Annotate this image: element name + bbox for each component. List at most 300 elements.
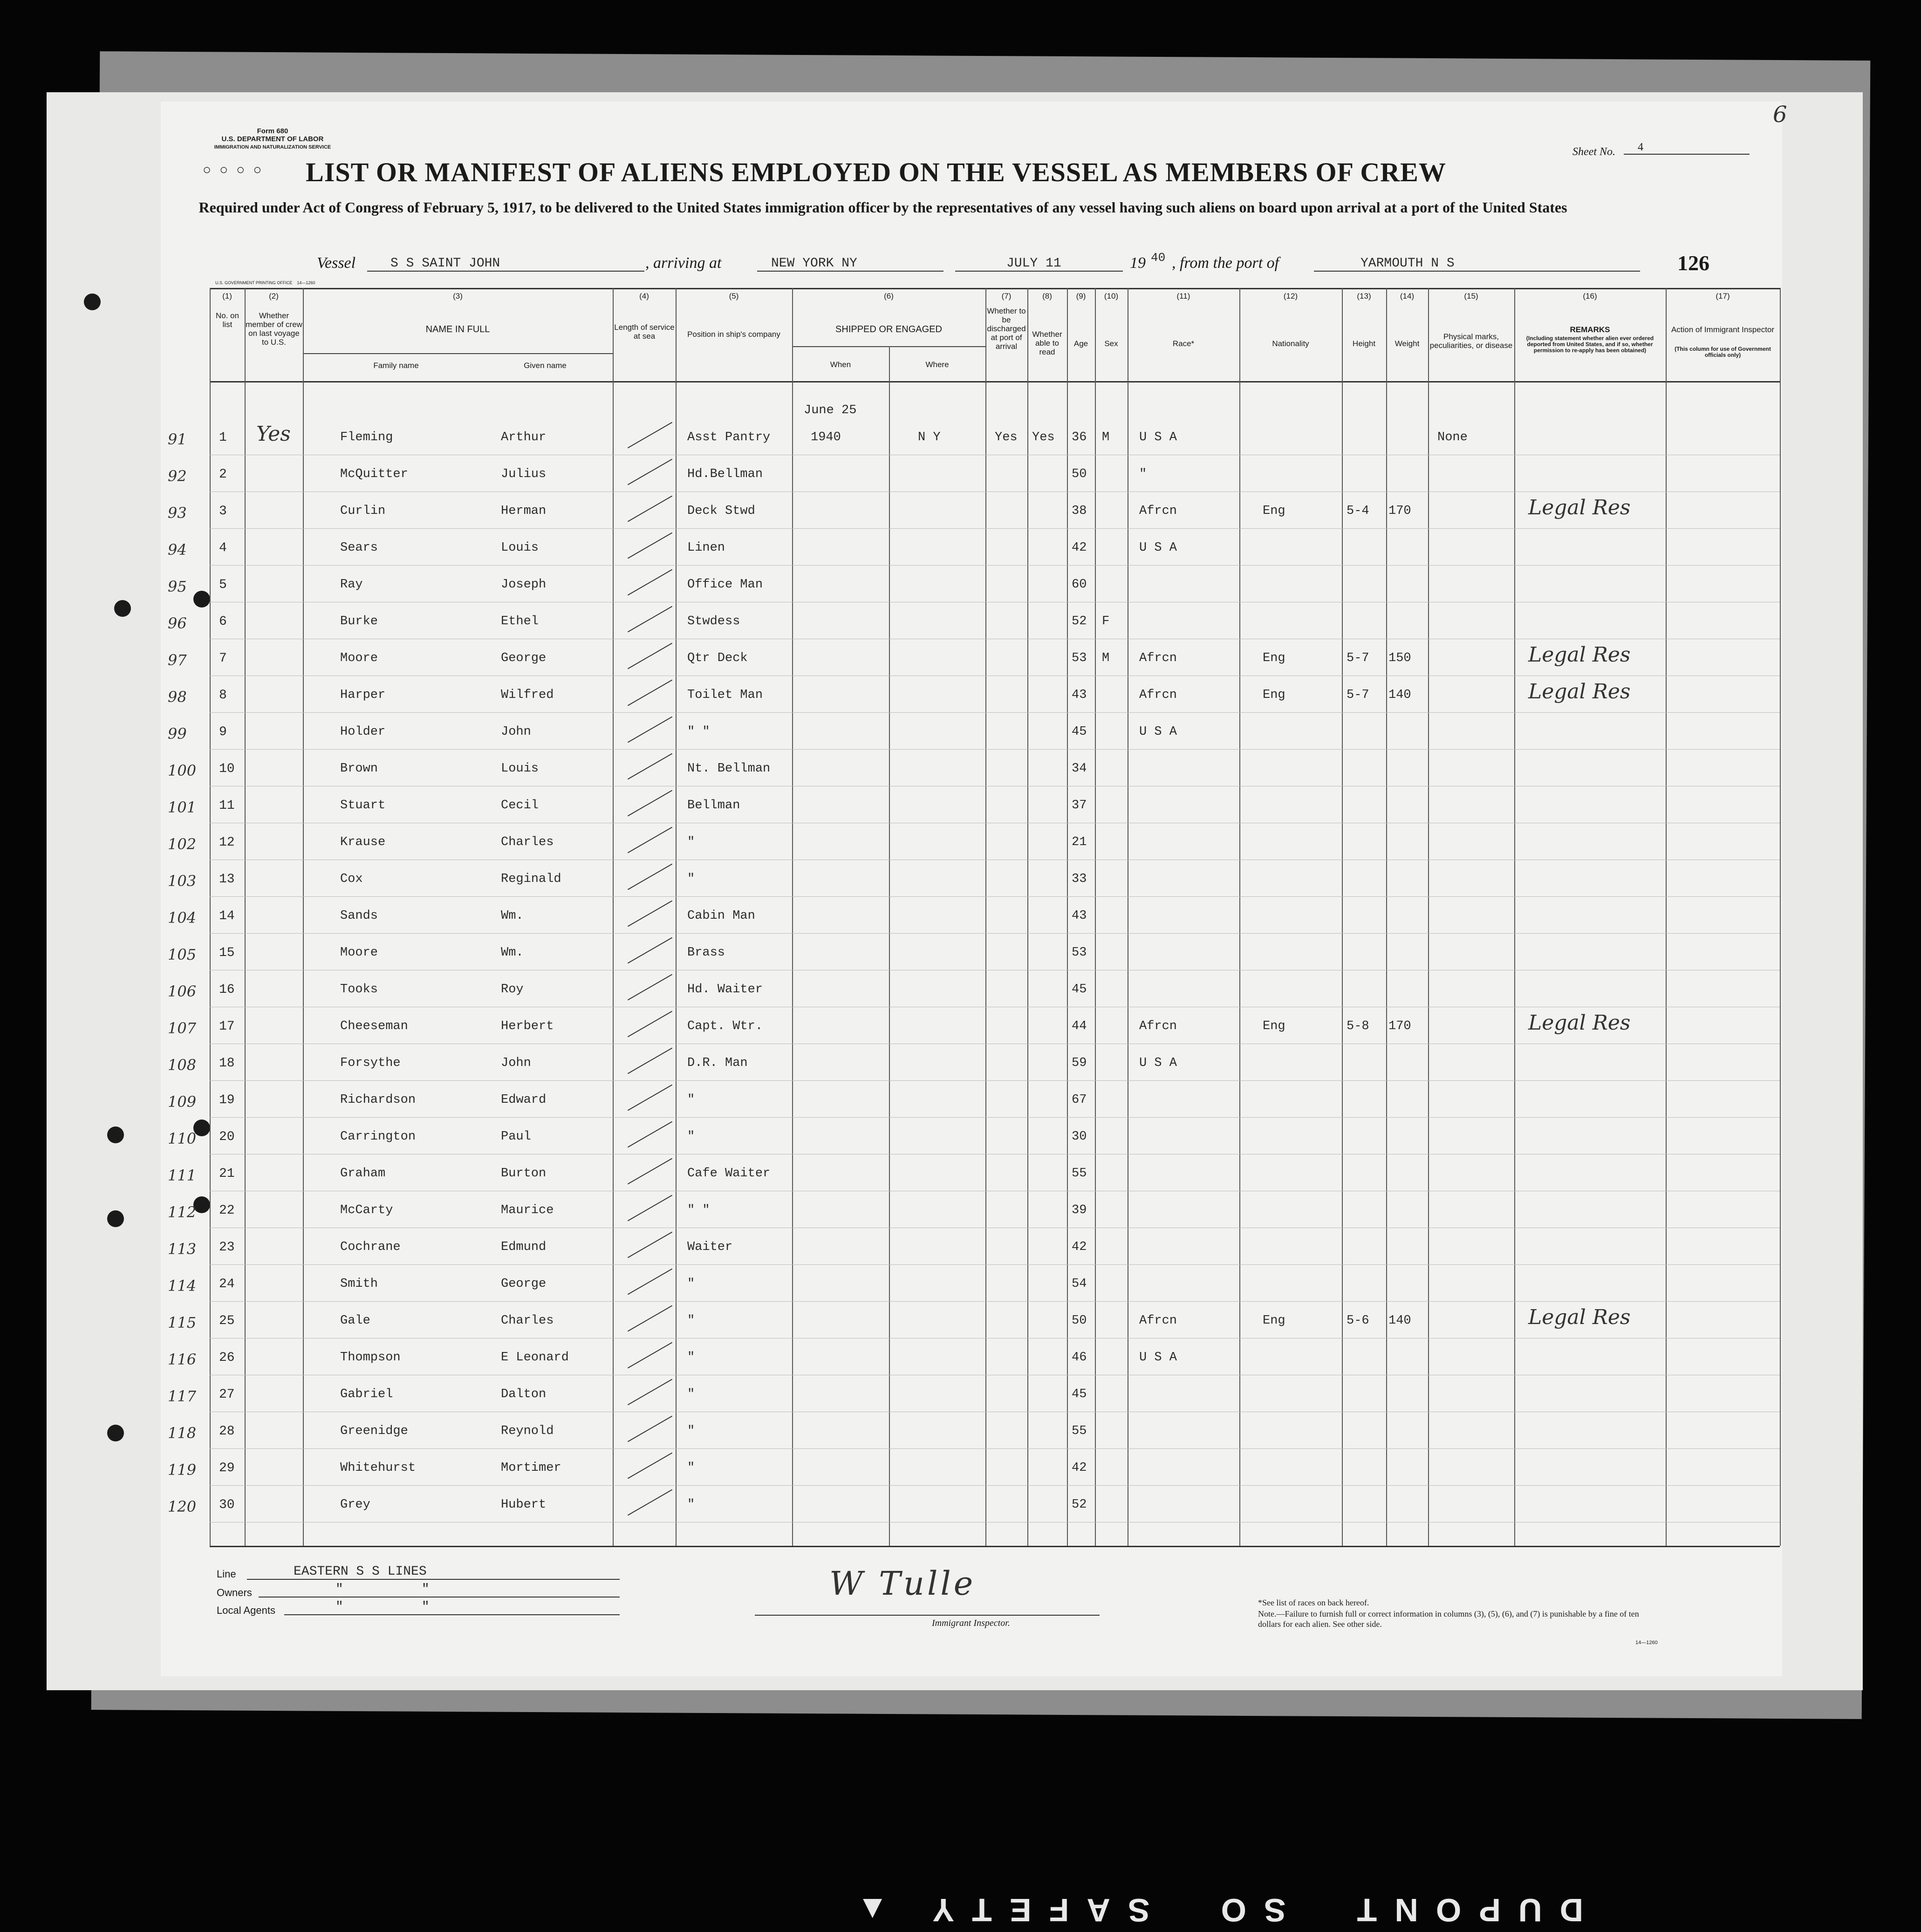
position: D.R. Man — [687, 1056, 748, 1070]
vessel-name: S S SAINT JOHN — [367, 256, 644, 272]
row-number: 26 — [219, 1351, 235, 1365]
given-name: Cecil — [501, 799, 539, 812]
table-row — [47, 455, 1863, 492]
row-number: 21 — [219, 1167, 235, 1181]
row-number: 6 — [219, 614, 227, 629]
given-name: Wm. — [501, 909, 524, 923]
age: 50 — [1072, 467, 1087, 481]
service-tick-mark — [628, 1342, 672, 1369]
given-name: Mortimer — [501, 1461, 561, 1475]
col-num: (14) — [1400, 292, 1415, 300]
row-handwritten-number: 103 — [168, 872, 197, 890]
row-handwritten-number: 96 — [168, 614, 187, 632]
given-name: Ethel — [501, 614, 539, 628]
row-handwritten-number: 120 — [168, 1498, 197, 1516]
col-num: (1) — [222, 292, 232, 300]
service-tick-mark — [628, 680, 672, 706]
line-label: Line — [217, 1568, 236, 1580]
age: 46 — [1072, 1351, 1087, 1365]
age: 42 — [1072, 1240, 1087, 1254]
col-head-remarks-note: (Including statement whether alien ever ordered deported from United States, and if so, whether permission to re-apply has been obtained) — [1526, 335, 1654, 354]
given-name: E Leonard — [501, 1351, 569, 1365]
row-handwritten-number: 115 — [168, 1314, 197, 1331]
row-handwritten-number: 109 — [168, 1093, 197, 1111]
col-num: (9) — [1076, 292, 1086, 300]
table-row — [47, 1007, 1863, 1044]
table-row — [47, 1118, 1863, 1154]
row-number: 10 — [219, 762, 235, 776]
given-name: John — [501, 725, 531, 739]
family-name: Gabriel — [340, 1387, 393, 1401]
family-name: Stuart — [340, 799, 386, 812]
service-tick-mark — [628, 1232, 672, 1258]
form-subtitle: Required under Act of Congress of February 5, 1917, to be delivered to the United States immigration officer by the representatives of any vessel having such aliens on board upon arrival at a port of the United States — [198, 199, 1567, 216]
row-handwritten-number: 92 — [168, 467, 187, 485]
remarks: Legal Res — [1528, 1011, 1631, 1035]
row-number: 12 — [219, 835, 235, 850]
punch-hole — [84, 294, 101, 310]
family-name: Grey — [340, 1498, 370, 1512]
col-num: (16) — [1583, 292, 1597, 300]
race: " — [1139, 467, 1147, 481]
table-row — [47, 1081, 1863, 1118]
vessel-label: Vessel — [317, 254, 356, 272]
family-name: Brown — [340, 762, 378, 776]
service-tick-mark — [628, 1158, 672, 1185]
service-tick-mark — [628, 422, 672, 449]
race: Afrcn — [1139, 688, 1177, 702]
table-row — [47, 1486, 1863, 1522]
printing-office: U.S. GOVERNMENT PRINTING OFFICE 14—1260 — [215, 280, 315, 285]
age: 60 — [1072, 578, 1087, 592]
col-num: (2) — [269, 292, 279, 300]
age: 42 — [1072, 541, 1087, 555]
shipped-where: N Y — [918, 430, 941, 444]
agents-label: Local Agents — [217, 1604, 275, 1616]
family-name: McQuitter — [340, 467, 408, 481]
table-row — [47, 676, 1863, 713]
table-row — [47, 1228, 1863, 1265]
family-name: Greenidge — [340, 1424, 408, 1438]
family-name: Cheeseman — [340, 1019, 408, 1033]
family-name: Curlin — [340, 504, 386, 518]
height: 5-7 — [1347, 688, 1369, 702]
col-num: (7) — [1001, 292, 1012, 300]
service-tick-mark — [628, 1011, 672, 1038]
film-edge-text: DUPONT SO SAFETY ▲ — [839, 1892, 1584, 1928]
row-number: 30 — [219, 1498, 235, 1512]
inspector-label: Immigrant Inspector. — [932, 1618, 1010, 1628]
row-number: 23 — [219, 1240, 235, 1255]
given-name: Arthur — [501, 430, 547, 444]
service-tick-mark — [628, 1489, 672, 1516]
service-tick-mark — [628, 459, 672, 485]
row-number: 19 — [219, 1093, 235, 1107]
row-handwritten-number: 118 — [168, 1424, 197, 1442]
position: Bellman — [687, 799, 740, 812]
form-number: Form 680 — [257, 127, 288, 135]
position: Hd. Waiter — [687, 983, 763, 997]
table-row — [47, 1265, 1863, 1302]
col-head-service: Length of service at sea — [614, 323, 675, 341]
row-handwritten-number: 91 — [168, 430, 187, 448]
col-head-discharged: Whether to be discharged at port of arrival — [987, 307, 1026, 351]
col-head-inspector: Action of Immigrant Inspector — [1671, 325, 1775, 334]
family-name: Smith — [340, 1277, 378, 1291]
race: Afrcn — [1139, 1314, 1177, 1328]
row-number: 1 — [219, 430, 227, 445]
departure-port: YARMOUTH N S — [1314, 256, 1640, 272]
age: 36 — [1072, 430, 1087, 444]
age: 54 — [1072, 1277, 1087, 1291]
owners-label: Owners — [217, 1587, 252, 1598]
table-row — [47, 786, 1863, 823]
weight: 170 — [1388, 1019, 1411, 1033]
position: " " — [687, 725, 710, 739]
given-name: Reynold — [501, 1424, 554, 1438]
col-head-position: Position in ship's company — [687, 330, 780, 339]
row-handwritten-number: 94 — [168, 541, 187, 559]
race: U S A — [1139, 725, 1177, 739]
given-name: Maurice — [501, 1203, 554, 1217]
service-tick-mark — [628, 717, 672, 743]
position: Qtr Deck — [687, 651, 748, 665]
table-top-border — [210, 288, 1780, 289]
age: 50 — [1072, 1314, 1087, 1328]
corner-mark: 6 — [1773, 102, 1787, 128]
row-handwritten-number: 111 — [168, 1167, 197, 1184]
family-name: Sands — [340, 909, 378, 923]
table-row — [47, 418, 1863, 455]
family-name: Moore — [340, 946, 378, 960]
row-number: 4 — [219, 541, 227, 555]
crew-list — [47, 418, 1863, 1546]
family-name: McCarty — [340, 1203, 393, 1217]
race: U S A — [1139, 1056, 1177, 1070]
service-name: IMMIGRATION AND NATURALIZATION SERVICE — [214, 144, 331, 150]
family-name: Harper — [340, 688, 386, 702]
row-number: 3 — [219, 504, 227, 519]
nationality: Eng — [1263, 1019, 1285, 1033]
given-name: George — [501, 1277, 547, 1291]
row-number: 14 — [219, 909, 235, 923]
service-tick-mark — [628, 1269, 672, 1295]
seal-marks: ○○○○ — [203, 162, 270, 177]
sheet-number: 4 — [1624, 141, 1750, 155]
row-number: 13 — [219, 872, 235, 887]
col-num: (5) — [729, 292, 739, 300]
age: 43 — [1072, 909, 1087, 923]
line-value: EASTERN S S LINES — [247, 1564, 620, 1580]
arrival-port: NEW YORK NY — [757, 256, 943, 272]
sex: F — [1102, 614, 1110, 628]
position: Hd.Bellman — [687, 467, 763, 481]
races-note: *See list of races on back hereof. — [1258, 1598, 1369, 1607]
given-name: Julius — [501, 467, 547, 481]
sheet-label: Sheet No. — [1572, 146, 1615, 158]
col-num: (3) — [453, 292, 463, 300]
service-tick-mark — [628, 1416, 672, 1442]
department-name: U.S. DEPARTMENT OF LABOR — [221, 135, 324, 143]
weight: 170 — [1388, 504, 1411, 518]
weight: 140 — [1388, 1314, 1411, 1328]
col-head-no: No. on list — [215, 311, 239, 329]
given-name: Dalton — [501, 1387, 547, 1401]
col-head-crew: Whether member of crew on last voyage to U.S. — [246, 311, 302, 347]
table-row — [47, 492, 1863, 529]
row-handwritten-number: 95 — [168, 578, 187, 595]
given-name: Herbert — [501, 1019, 554, 1033]
position: " — [687, 835, 695, 849]
service-tick-mark — [628, 790, 672, 817]
age: 45 — [1072, 1387, 1087, 1401]
col-head-race: Race* — [1172, 339, 1195, 348]
col-head-weight: Weight — [1395, 339, 1420, 348]
nationality: Eng — [1263, 1314, 1285, 1328]
service-tick-mark — [628, 827, 672, 853]
table-row — [47, 602, 1863, 639]
given-name: Roy — [501, 983, 524, 997]
row-handwritten-number: 119 — [168, 1461, 197, 1479]
age: 21 — [1072, 835, 1087, 849]
position: Office Man — [687, 578, 763, 592]
shipped-date-header: June 25 — [804, 403, 857, 417]
height: 5-6 — [1347, 1314, 1369, 1328]
given-name: Edmund — [501, 1240, 547, 1254]
height: 5-4 — [1347, 504, 1369, 518]
nationality: Eng — [1263, 504, 1285, 518]
family-name: Graham — [340, 1167, 386, 1181]
footer-print-code: 14—1260 — [1635, 1640, 1658, 1645]
table-bottom-border — [210, 1546, 1780, 1547]
height: 5-8 — [1347, 1019, 1369, 1033]
col-head-height: Height — [1352, 339, 1376, 348]
family-name: Richardson — [340, 1093, 416, 1107]
position: " — [687, 1461, 695, 1475]
row-number: 11 — [219, 799, 235, 813]
family-name: Sears — [340, 541, 378, 555]
given-name: Edward — [501, 1093, 547, 1107]
race: U S A — [1139, 541, 1177, 555]
row-number: 18 — [219, 1056, 235, 1071]
row-handwritten-number: 101 — [168, 799, 197, 816]
col-head-age: Age — [1073, 339, 1088, 348]
crew-last-voyage: Yes — [256, 422, 291, 446]
year-prefix: 19 — [1130, 254, 1146, 272]
position: Toilet Man — [687, 688, 763, 702]
given-name: Wilfred — [501, 688, 554, 702]
service-tick-mark — [628, 937, 672, 964]
col-num: (4) — [639, 292, 649, 300]
row-handwritten-number: 116 — [168, 1351, 197, 1368]
service-tick-mark — [628, 496, 672, 522]
header-bottom-border — [210, 381, 1780, 382]
row-number: 5 — [219, 578, 227, 592]
age: 55 — [1072, 1167, 1087, 1181]
row-number: 22 — [219, 1203, 235, 1218]
table-row — [47, 1191, 1863, 1228]
family-name: Holder — [340, 725, 386, 739]
weight: 150 — [1388, 651, 1411, 665]
age: 53 — [1072, 651, 1087, 665]
family-name: Burke — [340, 614, 378, 628]
family-name: Tooks — [340, 983, 378, 997]
position: " — [687, 1277, 695, 1291]
age: 45 — [1072, 725, 1087, 739]
position: Cafe Waiter — [687, 1167, 771, 1181]
col-head-remarks: REMARKS — [1570, 325, 1610, 334]
race: U S A — [1139, 430, 1177, 444]
col-num: (8) — [1042, 292, 1052, 300]
row-handwritten-number: 99 — [168, 725, 187, 743]
given-name: Louis — [501, 541, 539, 555]
year-suffix: 40 — [1151, 251, 1166, 265]
service-tick-mark — [628, 532, 672, 559]
position: " — [687, 1498, 695, 1512]
weight: 140 — [1388, 688, 1411, 702]
table-row — [47, 1044, 1863, 1081]
service-tick-mark — [628, 753, 672, 780]
row-number: 8 — [219, 688, 227, 703]
service-tick-mark — [628, 1121, 672, 1148]
table-row — [47, 1302, 1863, 1338]
row-handwritten-number: 102 — [168, 835, 197, 853]
race: Afrcn — [1139, 504, 1177, 518]
col-num: (13) — [1357, 292, 1371, 300]
service-tick-mark — [628, 1085, 672, 1111]
able-to-read: Yes — [1032, 430, 1055, 444]
table-row — [47, 529, 1863, 566]
given-name: Burton — [501, 1167, 547, 1181]
col-num: (10) — [1104, 292, 1119, 300]
family-name: Whitehurst — [340, 1461, 416, 1475]
service-tick-mark — [628, 1379, 672, 1406]
family-name: Cox — [340, 872, 363, 886]
position: Cabin Man — [687, 909, 755, 923]
row-handwritten-number: 105 — [168, 946, 197, 963]
col-num: (15) — [1464, 292, 1478, 300]
row-handwritten-number: 113 — [168, 1240, 197, 1258]
row-number: 15 — [219, 946, 235, 960]
family-name: Forsythe — [340, 1056, 401, 1070]
remarks: Legal Res — [1528, 680, 1631, 703]
col-num: (12) — [1283, 292, 1298, 300]
age: 39 — [1072, 1203, 1087, 1217]
family-name: Gale — [340, 1314, 370, 1328]
nationality: Eng — [1263, 688, 1285, 702]
position: Asst Pantry — [687, 430, 771, 444]
position: " — [687, 1424, 695, 1438]
row-number: 9 — [219, 725, 227, 739]
sex: M — [1102, 430, 1110, 444]
age: 52 — [1072, 1498, 1087, 1512]
physical-marks: None — [1437, 430, 1468, 444]
row-handwritten-number: 100 — [168, 762, 197, 779]
position: Deck Stwd — [687, 504, 755, 518]
service-tick-mark — [628, 1453, 672, 1479]
row-number: 24 — [219, 1277, 235, 1291]
row-handwritten-number: 97 — [168, 651, 187, 669]
col-head-nationality: Nationality — [1272, 339, 1309, 348]
age: 55 — [1072, 1424, 1087, 1438]
service-tick-mark — [628, 1305, 672, 1332]
row-handwritten-number: 112 — [168, 1203, 197, 1221]
table-row — [47, 897, 1863, 934]
family-name: Cochrane — [340, 1240, 401, 1254]
form-title: LIST OR MANIFEST OF ALIENS EMPLOYED ON THE VESSEL AS MEMBERS OF CREW — [306, 157, 1446, 187]
family-name: Ray — [340, 578, 363, 592]
row-handwritten-number: 107 — [168, 1019, 197, 1037]
given-name: Joseph — [501, 578, 547, 592]
col-head-given: Given name — [524, 361, 567, 370]
service-tick-mark — [628, 974, 672, 1001]
col-head-sex: Sex — [1104, 339, 1118, 348]
discharged: Yes — [995, 430, 1018, 444]
table-row — [47, 1154, 1863, 1191]
age: 59 — [1072, 1056, 1087, 1070]
given-name: Wm. — [501, 946, 524, 960]
shipped-when: 1940 — [811, 430, 841, 444]
race: Afrcn — [1139, 651, 1177, 665]
remarks: Legal Res — [1528, 496, 1631, 519]
col-num: (17) — [1716, 292, 1730, 300]
row-handwritten-number: 110 — [168, 1130, 197, 1147]
given-name: George — [501, 651, 547, 665]
age: 30 — [1072, 1130, 1087, 1144]
family-name: Moore — [340, 651, 378, 665]
table-row — [47, 1449, 1863, 1486]
age: 38 — [1072, 504, 1087, 518]
col-head-inspector-note: (This column for use of Government officials only) — [1675, 346, 1771, 358]
position: " — [687, 1314, 695, 1328]
row-handwritten-number: 117 — [168, 1387, 197, 1405]
height: 5-7 — [1347, 651, 1369, 665]
family-name: Krause — [340, 835, 386, 849]
row-number: 27 — [219, 1387, 235, 1402]
given-name: Herman — [501, 504, 547, 518]
table-row — [47, 1375, 1863, 1412]
col-num: (11) — [1176, 292, 1190, 300]
page-number: 126 — [1677, 251, 1709, 275]
agents-value: " " — [284, 1600, 620, 1615]
position: Waiter — [687, 1240, 733, 1254]
row-number: 7 — [219, 651, 227, 666]
from-port-label: , from the port of — [1172, 254, 1279, 272]
row-handwritten-number: 106 — [168, 983, 197, 1000]
manifest-sheet — [47, 92, 1863, 1690]
row-number: 25 — [219, 1314, 235, 1328]
inspector-signature: W Tulle — [829, 1564, 976, 1603]
age: 52 — [1072, 614, 1087, 628]
penalty-note: Note.—Failure to furnish full or correct information in columns (3), (5), (6), and (7) is punishable by a fine of ten dollars for each alien. See other side. — [1258, 1609, 1639, 1629]
position: Brass — [687, 946, 725, 960]
row-number: 28 — [219, 1424, 235, 1439]
position: " " — [687, 1203, 710, 1217]
service-tick-mark — [628, 901, 672, 927]
sex: M — [1102, 651, 1110, 665]
row-number: 16 — [219, 983, 235, 997]
row-number: 17 — [219, 1019, 235, 1034]
given-name: Paul — [501, 1130, 531, 1144]
family-name: Thompson — [340, 1351, 401, 1365]
given-name: Hubert — [501, 1498, 547, 1512]
family-name: Fleming — [340, 430, 393, 444]
age: 67 — [1072, 1093, 1087, 1107]
age: 44 — [1072, 1019, 1087, 1033]
col-num: (6) — [884, 292, 894, 300]
row-handwritten-number: 104 — [168, 909, 197, 927]
table-row — [47, 823, 1863, 860]
